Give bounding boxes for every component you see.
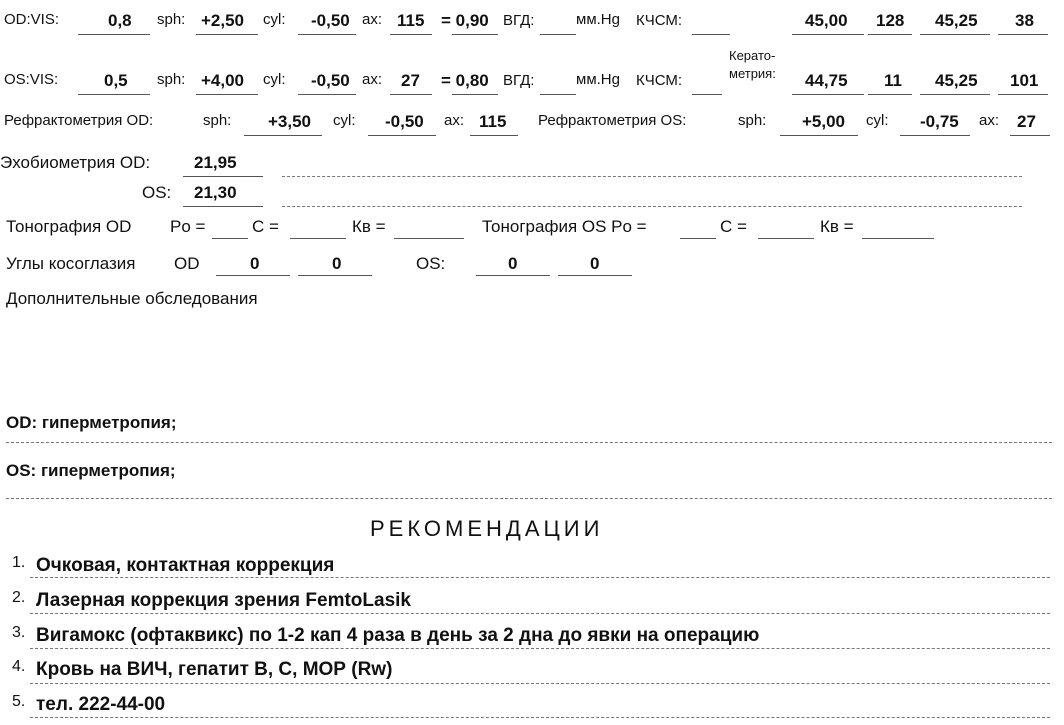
os-ax-value: 27 — [401, 71, 420, 90]
os-correction: = 0,80 — [441, 71, 489, 90]
od-kerato-1: 45,00 — [805, 11, 848, 30]
squint-os-value-1: 0 — [508, 254, 518, 273]
os-vis-value: 0,5 — [104, 71, 128, 90]
os-kchsm-label: КЧСМ: — [636, 72, 683, 89]
os-kerato-3: 45,25 — [935, 71, 978, 90]
diagnosis-od: OD: гиперметропия; — [6, 413, 177, 432]
od-cyl-value: -0,50 — [311, 11, 350, 30]
os-ax-label: ax: — [362, 71, 383, 88]
refr-os-cyl-label: cyl: — [866, 112, 889, 129]
squint-label: Углы косоглазия — [6, 254, 136, 273]
rec-number: 4. — [12, 658, 26, 675]
tono-od-label: Тонография OD — [6, 217, 132, 236]
os-vis-label: OS:VIS: — [4, 71, 59, 88]
refr-od-sph-label: sph: — [203, 112, 232, 129]
keratometry-label-1: Керато- — [729, 48, 776, 63]
refr-od-label: Рефрактометрия OD: — [4, 112, 154, 129]
tono-os-kv-label: Кв = — [820, 217, 854, 236]
od-cyl-label: cyl: — [263, 11, 286, 28]
refr-od-sph-value: +3,50 — [268, 112, 312, 131]
recommendations-title: РЕКОМЕНДАЦИИ — [370, 516, 604, 541]
echo-od-value: 21,95 — [194, 153, 237, 172]
od-vis-value: 0,8 — [108, 11, 132, 30]
os-cyl-label: cyl: — [263, 71, 286, 88]
od-kerato-3: 45,25 — [935, 11, 978, 30]
echo-od-label: Эхобиометрия OD: — [0, 153, 151, 172]
refr-od-cyl-label: cyl: — [333, 112, 356, 129]
rec-number: 3. — [12, 624, 26, 641]
squint-od-label: OD — [174, 254, 200, 273]
od-vgd-label: ВГД: — [503, 12, 535, 29]
od-mmhg-label: мм.Hg — [576, 11, 620, 28]
os-kerato-4: 101 — [1010, 71, 1039, 90]
squint-od-value-2: 0 — [332, 254, 342, 273]
refr-os-sph-value: +5,00 — [802, 112, 846, 131]
os-sph-label: sph: — [157, 71, 186, 88]
echo-os-label: OS: — [142, 183, 172, 202]
tono-od-po-label: Po = — [170, 217, 206, 236]
additional-label: Дополнительные обследования — [6, 289, 258, 308]
od-kchsm-label: КЧСМ: — [636, 12, 683, 29]
rec-item-5: тел. 222-44-00 — [36, 694, 166, 715]
os-cyl-value: -0,50 — [311, 71, 350, 90]
os-sph-value: +4,00 — [201, 71, 245, 90]
tono-od-kv-label: Кв = — [352, 217, 386, 236]
rec-item-4: Кровь на ВИЧ, гепатит В, С, МОР (Rw) — [36, 659, 393, 680]
od-kerato-2: 128 — [876, 11, 905, 30]
keratometry-label-2: метрия: — [729, 66, 776, 81]
tono-od-c-label: C = — [252, 217, 279, 236]
od-sph-value: +2,50 — [201, 11, 245, 30]
refr-os-ax-label: ax: — [979, 112, 1000, 129]
tono-os-c-label: C = — [720, 217, 747, 236]
refr-os-sph-label: sph: — [738, 112, 767, 129]
diagnosis-os: OS: гиперметропия; — [6, 461, 176, 480]
rec-number: 5. — [12, 693, 26, 710]
od-vis-label: OD:VIS: — [4, 11, 60, 28]
od-ax-value: 115 — [397, 11, 425, 30]
refr-od-cyl-value: -0,50 — [385, 112, 424, 131]
os-mmhg-label: мм.Hg — [576, 71, 620, 88]
rec-item-1: Очковая, контактная коррекция — [36, 555, 335, 576]
od-correction: = 0,90 — [441, 11, 489, 30]
squint-os-value-2: 0 — [590, 254, 600, 273]
od-kerato-4: 38 — [1015, 11, 1034, 30]
os-kerato-2: 11 — [884, 71, 902, 90]
rec-item-2: Лазерная коррекция зрения FemtoLasik — [36, 590, 411, 611]
refr-os-label: Рефрактометрия OS: — [538, 112, 687, 129]
tono-os-label: Тонография OS Po = — [482, 217, 647, 236]
refr-od-ax-label: ax: — [444, 112, 465, 129]
echo-os-value: 21,30 — [194, 183, 237, 202]
refr-od-ax-value: 115 — [479, 112, 507, 131]
squint-os-label: OS: — [416, 254, 446, 273]
refr-os-ax-value: 27 — [1017, 112, 1036, 131]
od-sph-label: sph: — [157, 11, 186, 28]
os-vgd-label: ВГД: — [503, 72, 535, 89]
rec-number: 1. — [12, 554, 26, 571]
rec-number: 2. — [12, 589, 26, 606]
rec-item-3: Вигамокс (офтаквикс) по 1-2 кап 4 раза в день за 2 дна до явки на операцию — [36, 625, 760, 646]
od-ax-label: ax: — [362, 11, 383, 28]
refr-os-cyl-value: -0,75 — [920, 112, 959, 131]
os-kerato-1: 44,75 — [805, 71, 848, 90]
squint-od-value-1: 0 — [250, 254, 260, 273]
